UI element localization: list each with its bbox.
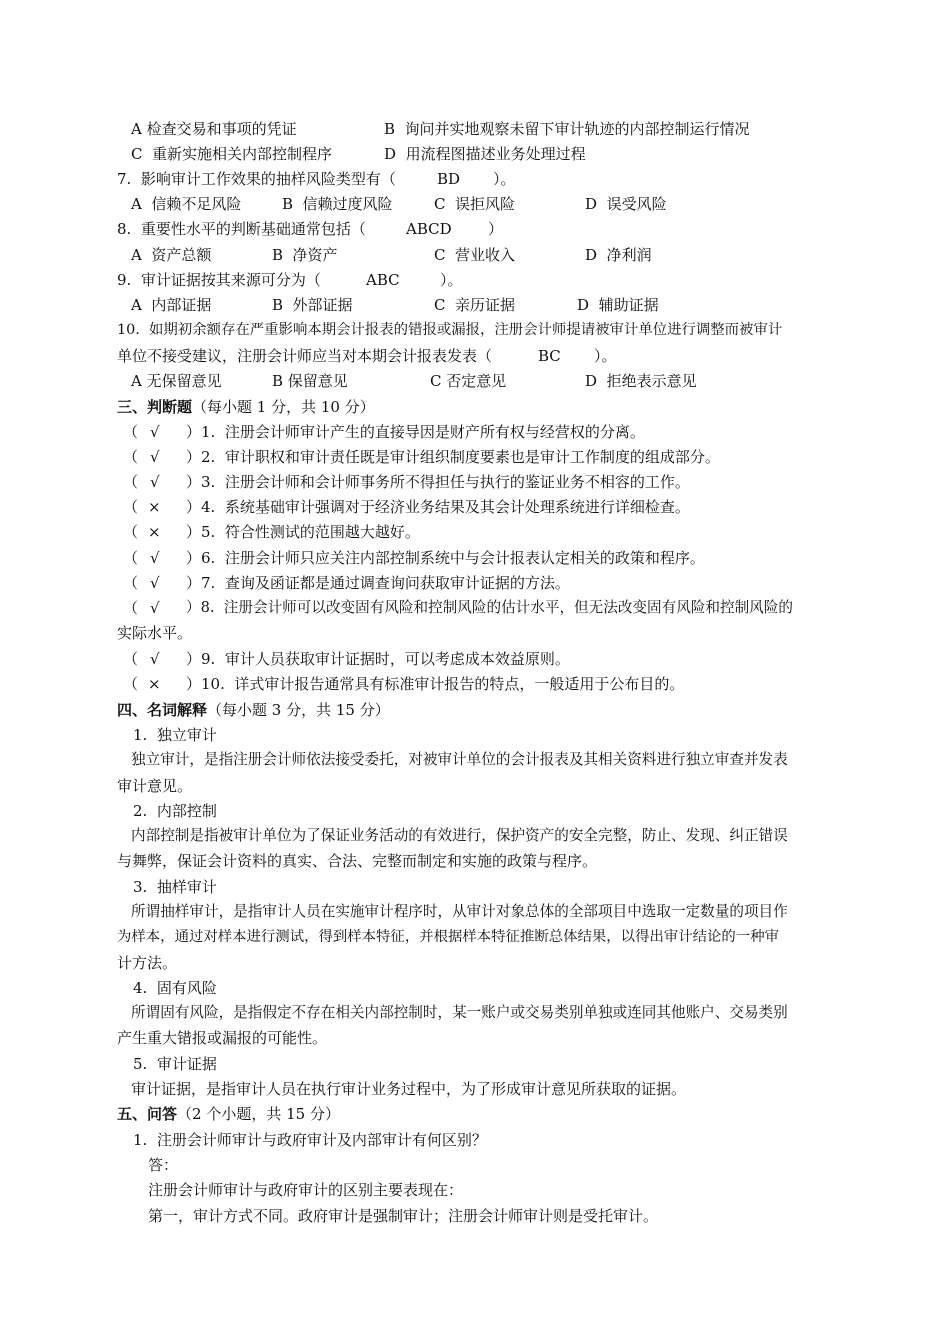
judge-text-5: ）5. 符合性测试的范围越大越好。 xyxy=(186,523,420,541)
q6-option-c: C 重新实施相关内部控制程序 xyxy=(131,145,333,163)
judge-mark-7: √ xyxy=(150,574,160,592)
q6-option-a: A 检查交易和事项的凭证 xyxy=(131,120,297,138)
judge-open-4: （ xyxy=(123,498,139,516)
qa-1-answer-label: 答： xyxy=(148,1156,179,1174)
q10-option-c: C 否定意见 xyxy=(430,372,507,390)
section3-heading xyxy=(117,397,375,417)
section4-heading xyxy=(117,700,390,720)
term-5-title: 5. 审计证据 xyxy=(133,1055,217,1073)
q7-option-c: C 误拒风险 xyxy=(434,195,516,213)
q10-option-a: A 无保留意见 xyxy=(131,372,222,390)
judge-text-1: ）1. 注册会计师审计产生的直接导因是财产所有权与经营权的分离。 xyxy=(186,423,645,441)
judge-open-7: （ xyxy=(123,574,139,592)
judge-open-8: （ xyxy=(123,599,139,617)
term-3-def-line3: 计方法。 xyxy=(117,954,178,972)
qa-1-answer-p2: 第一，审计方式不同。政府审计是强制审计；注册会计师审计则是受托审计。 xyxy=(148,1207,659,1225)
q10-option-d: D 拒绝表示意见 xyxy=(585,372,697,390)
judge-mark-6: √ xyxy=(150,549,160,567)
judge-text-7: ）7. 查询及函证都是通过调查询问获取审计证据的方法。 xyxy=(186,574,570,592)
q8-option-b: B 净资产 xyxy=(272,246,338,264)
term-1-def-line2: 审计意见。 xyxy=(117,777,193,795)
judge-mark-9: √ xyxy=(150,650,160,668)
q7-option-a: A 信赖不足风险 xyxy=(131,195,242,213)
q8-option-d: D 净利润 xyxy=(585,246,652,264)
term-1-def-line1: 独立审计，是指注册会计师依法接受委托，对被审计单位的会计报表及其相关资料进行独立审查并发表 xyxy=(131,751,788,768)
judge-text-3: ）3. 注册会计师和会计师事务所不得担任与执行的鉴证业务不相容的工作。 xyxy=(186,473,690,491)
q6-option-b: B 询问并实地观察未留下审计轨迹的内部控制运行情况 xyxy=(384,120,750,138)
judge-text-2: ）2. 审计职权和审计责任既是审计组织制度要素也是审计工作制度的组成部分。 xyxy=(186,448,720,466)
q8-stem: 8. 重要性水平的判断基础通常包括（ xyxy=(117,220,366,238)
term-3-def-line2: 为样本，通过对样本进行测试，得到样本特征，并根据样本特征推断总体结果，以得出审计结论的一种审 xyxy=(117,929,779,945)
q10-stem-line1: 10. 如期初余额存在严重影响本期会计报表的错报或漏报，注册会计师提请被审计单位进行调整而被审计 xyxy=(117,322,783,338)
section4-title: 四、名词解释 xyxy=(117,701,208,719)
q10-option-b: B 保留意见 xyxy=(272,372,348,390)
q10-answer: BC xyxy=(538,347,561,365)
term-4-def-line1: 所谓固有风险，是指假定不存在相关内部控制时，某一账户或交易类别单独或连同其他账户、交易类别 xyxy=(131,1004,788,1021)
judge-open-1: （ xyxy=(123,423,139,441)
judge-mark-1: √ xyxy=(150,423,160,441)
section3-title: 三、判断题 xyxy=(117,398,193,416)
judge-open-6: （ xyxy=(123,549,139,567)
q9-option-d: D 辅助证据 xyxy=(577,296,659,314)
q9-option-c: C 亲历证据 xyxy=(434,296,516,314)
judge-text-10: ）10. 详式审计报告通常具有标准审计报告的特点，一般适用于公布目的。 xyxy=(186,675,685,693)
term-4-def-line2: 产生重大错报或漏报的可能性。 xyxy=(117,1029,328,1047)
judge-open-10: （ xyxy=(123,675,139,693)
section5-heading xyxy=(117,1104,340,1124)
term-3-title: 3. 抽样审计 xyxy=(133,878,217,896)
q8-close: ） xyxy=(488,220,504,238)
judge-mark-3: √ xyxy=(150,473,160,491)
q8-option-c: C 营业收入 xyxy=(434,246,516,264)
judge-mark-5: × xyxy=(148,523,161,541)
section4-note: （每小题 3 分，共 15 分） xyxy=(207,701,390,719)
judge-text-6: ）6. 注册会计师只应关注内部控制系统中与会计报表认定相关的政策和程序。 xyxy=(186,549,705,567)
judge-mark-2: √ xyxy=(150,448,160,466)
q10-stem-line2: 单位不接受建议，注册会计师应当对本期会计报表发表（ xyxy=(117,347,493,365)
judge-text-8-cont: 实际水平。 xyxy=(117,624,193,642)
section3-note: （每小题 1 分，共 10 分） xyxy=(192,398,375,416)
q7-option-b: B 信赖过度风险 xyxy=(282,195,393,213)
qa-1-question: 1. 注册会计师审计与政府审计及内部审计有何区别？ xyxy=(133,1131,487,1149)
judge-open-3: （ xyxy=(123,473,139,491)
term-5-def-line1: 审计证据，是指审计人员在执行审计业务过程中，为了形成审计意见所获取的证据。 xyxy=(131,1080,687,1098)
q7-stem: 7. 影响审计工作效果的抽样风险类型有（ xyxy=(117,170,396,188)
q9-stem: 9. 审计证据按其来源可分为（ xyxy=(117,271,321,289)
judge-mark-8: √ xyxy=(150,599,160,617)
judge-text-4: ）4. 系统基础审计强调对于经济业务结果及其会计处理系统进行详细检查。 xyxy=(186,498,690,516)
judge-text-9: ）9. 审计人员获取审计证据时，可以考虑成本效益原则。 xyxy=(186,650,570,668)
q9-option-a: A 内部证据 xyxy=(131,296,212,314)
term-3-def-line1: 所谓抽样审计，是指审计人员在实施审计程序时，从审计对象总体的全部项目中选取一定数量的项目作 xyxy=(131,903,788,920)
qa-1-answer-p1: 注册会计师审计与政府审计的区别主要表现在： xyxy=(148,1181,464,1199)
q10-close: ）。 xyxy=(594,347,617,365)
q6-option-d: D 用流程图描述业务处理过程 xyxy=(384,145,586,163)
q7-answer: BD xyxy=(437,170,461,188)
q9-option-b: B 外部证据 xyxy=(272,296,353,314)
judge-mark-4: × xyxy=(148,498,161,516)
judge-text-8: ）8. 注册会计师可以改变固有风险和控制风险的估计水平，但无法改变固有风险和控制风险的 xyxy=(186,599,793,616)
q7-close: ）。 xyxy=(493,170,516,188)
q8-answer: ABCD xyxy=(406,220,452,238)
section5-note: （2 个小题，共 15 分） xyxy=(177,1105,340,1123)
term-2-def-line2: 与舞弊，保证会计资料的真实、合法、完整而制定和实施的政策与程序。 xyxy=(117,852,598,870)
section5-title: 五、问答 xyxy=(117,1105,178,1123)
term-2-def-line1: 内部控制是指被审计单位为了保证业务活动的有效进行，保护资产的安全完整，防止、发现、纠正错误 xyxy=(131,827,788,844)
judge-mark-10: × xyxy=(148,675,161,693)
term-1-title: 1. 独立审计 xyxy=(133,726,217,744)
q9-answer: ABC xyxy=(366,271,400,289)
q8-option-a: A 资产总额 xyxy=(131,246,212,264)
term-4-title: 4. 固有风险 xyxy=(133,979,217,997)
q9-close: ）。 xyxy=(440,271,463,289)
term-2-title: 2. 内部控制 xyxy=(133,802,217,820)
judge-open-2: （ xyxy=(123,448,139,466)
q7-option-d: D 误受风险 xyxy=(585,195,667,213)
judge-open-9: （ xyxy=(123,650,139,668)
judge-open-5: （ xyxy=(123,523,139,541)
